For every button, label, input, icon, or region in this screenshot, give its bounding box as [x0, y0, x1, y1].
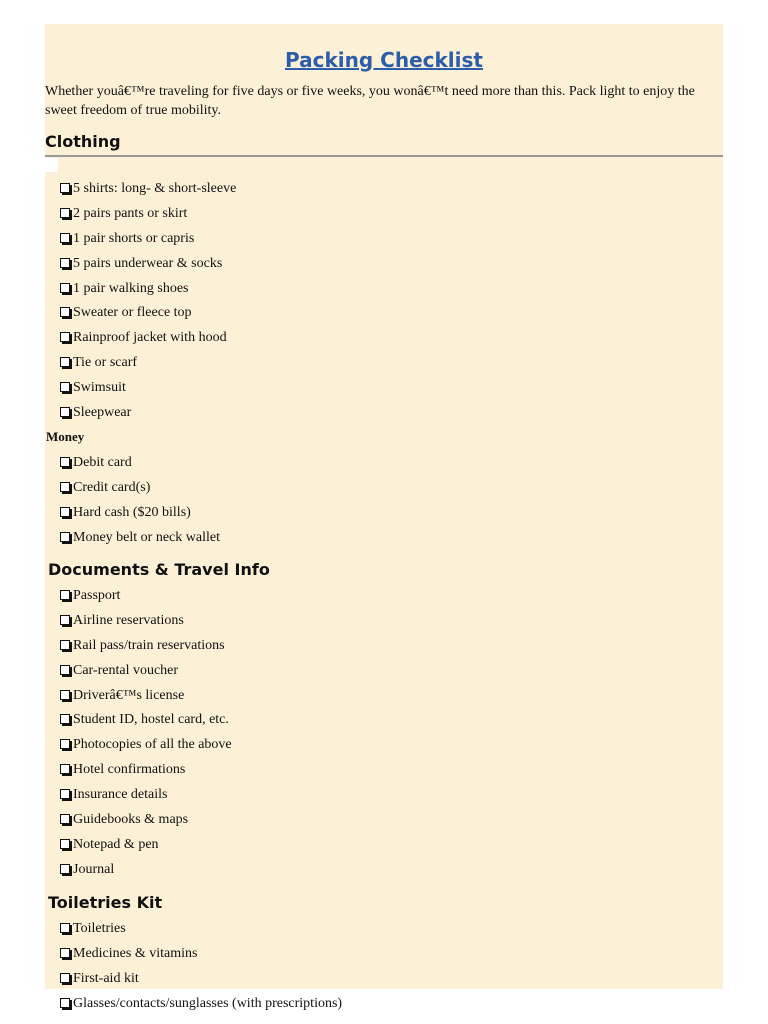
- checklist-item: [60, 587, 232, 612]
- checkbox-icon[interactable]: [60, 482, 70, 492]
- checklist-item: [60, 811, 232, 836]
- checklist-item-label: Sweater or fleece top: [73, 305, 192, 321]
- page-title: Packing Checklist: [285, 48, 483, 72]
- checkbox-icon[interactable]: [60, 764, 70, 774]
- checklist-item-label: First-aid kit: [73, 970, 139, 986]
- checklist-item: [60, 230, 236, 255]
- checkbox-icon[interactable]: [60, 507, 70, 517]
- checkbox-icon[interactable]: [60, 948, 70, 958]
- checklist-item-label: Notepad & pen: [73, 836, 159, 852]
- checkbox-icon[interactable]: [60, 714, 70, 724]
- checklist-item: [60, 329, 236, 354]
- checkbox-icon[interactable]: [60, 814, 70, 824]
- checkbox-icon[interactable]: [60, 332, 70, 342]
- checklist-item-label: Hotel confirmations: [73, 762, 186, 778]
- checklist-item: [60, 280, 236, 305]
- checkbox-icon[interactable]: [60, 640, 70, 650]
- checklist-item: [60, 637, 232, 662]
- checklist-item-label: 1 pair walking shoes: [73, 280, 189, 296]
- checklist-item-label: Passport: [73, 588, 121, 603]
- checklist-item: [60, 354, 236, 379]
- checkbox-icon[interactable]: [60, 407, 70, 417]
- checklist-item: [60, 304, 236, 329]
- checkbox-icon[interactable]: [60, 864, 70, 874]
- checklist-item: [60, 736, 232, 761]
- checklist-item-label: Journal: [73, 861, 115, 877]
- checklist-item-label: Rail pass/train reservations: [73, 637, 225, 653]
- checklist-item: [60, 861, 232, 886]
- checklist-clothing: [60, 180, 236, 429]
- checkbox-icon[interactable]: [60, 998, 70, 1008]
- checklist-item-label: Medicines & vitamins: [73, 945, 198, 961]
- checklist-item-label: Rainproof jacket with hood: [73, 330, 227, 346]
- checkbox-icon[interactable]: [60, 590, 70, 600]
- checklist-item-label: 5 shirts: long- & short-sleeve: [73, 181, 237, 196]
- checklist-item-label: Glasses/contacts/sunglasses (with prescriptions): [73, 995, 343, 1011]
- intro-paragraph: Whether youâ€™re traveling for five days or five weeks, you wonâ€™t need more than this. Pack light to enjoy the sweet freedom of true mobility.: [45, 84, 695, 118]
- checklist-item: [60, 761, 232, 786]
- checklist-item-label: Swimsuit: [73, 380, 126, 396]
- section-heading-toiletries: Toiletries Kit: [48, 893, 163, 912]
- checkbox-icon[interactable]: [60, 457, 70, 467]
- checklist-item-label: 1 pair shorts or capris: [73, 230, 195, 246]
- section-heading-money: Money: [46, 429, 85, 444]
- checkbox-icon[interactable]: [60, 690, 70, 700]
- checklist-item-label: Student ID, hostel card, etc.: [73, 712, 229, 728]
- checklist-item: [60, 504, 220, 529]
- checklist-item: [60, 404, 236, 429]
- margin-notch: [45, 158, 58, 172]
- checklist-item-label: Money belt or neck wallet: [73, 529, 220, 545]
- checkbox-icon[interactable]: [60, 615, 70, 625]
- checklist-money: [60, 454, 220, 554]
- checkbox-icon[interactable]: [60, 839, 70, 849]
- checklist-item-label: Credit card(s): [73, 479, 151, 495]
- checklist-item: [60, 255, 236, 280]
- checklist-item-label: Insurance details: [73, 787, 168, 803]
- checklist-item-label: Photocopies of all the above: [73, 737, 232, 753]
- checklist-item-label: Driverâ€™s license: [73, 687, 185, 703]
- checkbox-icon[interactable]: [60, 532, 70, 542]
- checklist-item-label: Tie or scarf: [73, 355, 138, 371]
- checklist-item-label: Hard cash ($20 bills): [73, 504, 191, 520]
- checklist-toiletries: [60, 920, 342, 1020]
- checklist-sheet: [45, 24, 723, 1011]
- checklist-item: [60, 945, 342, 970]
- checklist-item-label: Guidebooks & maps: [73, 812, 189, 828]
- checklist-item: [60, 786, 232, 811]
- checklist-item: [60, 529, 220, 554]
- checklist-item: [60, 205, 236, 230]
- checkbox-icon[interactable]: [60, 382, 70, 392]
- checklist-item: [60, 687, 232, 712]
- checklist-item: [60, 995, 342, 1020]
- checklist-item-label: 5 pairs underwear & socks: [73, 255, 223, 271]
- checklist-item: [60, 836, 232, 861]
- checkbox-icon[interactable]: [60, 233, 70, 243]
- checkbox-icon[interactable]: [60, 973, 70, 983]
- checklist-item-label: Airline reservations: [73, 612, 184, 628]
- checklist-item: [60, 711, 232, 736]
- checkbox-icon[interactable]: [60, 739, 70, 749]
- checklist-documents: [60, 587, 232, 886]
- checklist-item-label: 2 pairs pants or skirt: [73, 205, 188, 221]
- checklist-item-label: Debit card: [73, 455, 132, 470]
- checkbox-icon[interactable]: [60, 283, 70, 293]
- checklist-item: [60, 970, 342, 995]
- section-heading-documents: Documents & Travel Info: [48, 560, 270, 579]
- checklist-item: [60, 454, 220, 479]
- checkbox-icon[interactable]: [60, 208, 70, 218]
- checklist-item-label: Car-rental voucher: [73, 662, 179, 678]
- checkbox-icon[interactable]: [60, 789, 70, 799]
- checklist-item: [60, 612, 232, 637]
- section-heading-clothing: Clothing: [45, 132, 121, 151]
- checklist-item: [60, 920, 342, 945]
- checklist-item: [60, 379, 236, 404]
- checklist-item: [60, 479, 220, 504]
- checkbox-icon[interactable]: [60, 665, 70, 675]
- checklist-item: [60, 662, 232, 687]
- checkbox-icon[interactable]: [60, 923, 70, 933]
- checkbox-icon[interactable]: [60, 357, 70, 367]
- checkbox-icon[interactable]: [60, 258, 70, 268]
- checklist-item-label: Toiletries: [73, 921, 126, 936]
- section-divider: [45, 155, 723, 157]
- checklist-item: [60, 180, 236, 205]
- checkbox-icon[interactable]: [60, 183, 70, 193]
- checkbox-icon[interactable]: [60, 307, 70, 317]
- checklist-item-label: Sleepwear: [73, 405, 132, 421]
